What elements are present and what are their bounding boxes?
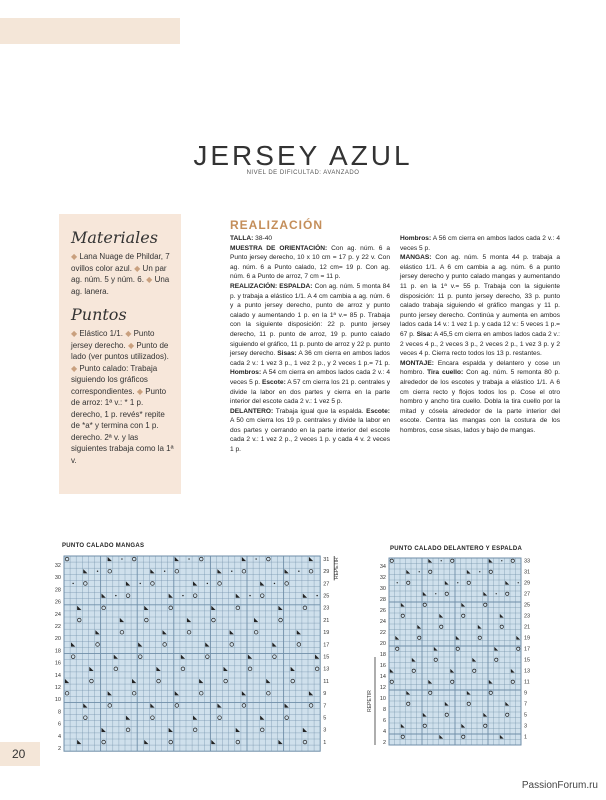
purl-symbol	[316, 595, 317, 596]
chart-row-label: 28	[379, 596, 386, 603]
chart-row-label: 8	[57, 709, 61, 716]
chart-row-label: 4	[57, 733, 61, 740]
chart-row-label: 22	[379, 629, 386, 636]
chart-row-label: 31	[524, 569, 531, 576]
chart-row-label: 34	[379, 563, 386, 570]
chart-row-label: 13	[524, 668, 531, 675]
purl-symbol	[182, 595, 183, 596]
purl-symbol	[518, 582, 519, 583]
chart-row-label: 18	[379, 651, 386, 658]
chart-row-label: 7	[323, 703, 327, 710]
chart-row-label: 30	[379, 585, 386, 592]
purl-symbol	[274, 583, 275, 584]
text: A 36 cm cierra en ambos lados cada 2 v.: 1 vez 3 p., 1 vez 2 p., y 2 veces 1 p.= 71 p.	[230, 350, 390, 367]
page-number-tab	[0, 742, 40, 766]
chart-row-label: 5	[524, 712, 528, 719]
bullet-icon: ◆	[71, 363, 78, 373]
material-item: Una ag. lanera.	[71, 275, 170, 296]
chart-row-label: 19	[524, 635, 531, 642]
purl-symbol	[188, 558, 189, 559]
purl-symbol	[231, 571, 232, 572]
text: A 56 cm cierra en ambos lados cada 2 v.: 4 veces 5 p.	[400, 235, 560, 252]
difficulty-level: NIVEL DE DIFICULTAD: AVANZADO	[246, 170, 360, 176]
label: TALLA:	[230, 235, 254, 242]
material-item: Un par ag. núm. 5 y núm. 6.	[71, 263, 167, 284]
purl-symbol	[397, 582, 398, 583]
label: REALIZACIÓN: ESPALDA:	[230, 282, 313, 290]
chart-row-label: 15	[524, 657, 531, 664]
chart-row-label: 2	[382, 739, 386, 746]
chart-row-label: 23	[524, 613, 531, 620]
label: DELANTERO:	[230, 407, 274, 415]
chart-row-label: 15	[323, 654, 330, 661]
chart-row-label: 6	[57, 721, 61, 728]
chart-row-label: 2	[57, 745, 61, 752]
label: Tira cuello:	[427, 369, 464, 377]
stitches-list	[71, 328, 175, 466]
chart-row-label: 25	[524, 602, 531, 609]
label: Escote:	[366, 407, 390, 415]
text: A 57 cm cierra los 21 p. centrales y divide la labor en dos partes y cierra en la parte interior del escote cada 2 v.: 1 vez 5 p.	[230, 378, 390, 406]
purl-symbol	[97, 571, 98, 572]
label: Sisas:	[277, 350, 297, 358]
chart-row-label: 28	[54, 587, 61, 594]
chart-row-label: 12	[54, 684, 61, 691]
text: A 54 cm cierra en ambos lados cada 2 v.: 4 veces 5 p.	[230, 369, 390, 386]
chart-title-body: PUNTO CALADO DELANTERO Y ESPALDA	[390, 546, 523, 552]
text: A 50 cm cierra los 19 p. centrales y divide la labor en dos partes y cerrando en la parte interior del escote cada 2 v.: 1 vez 2 p., 2 veces 1 p. y cada 4 v. 2 veces 1 p.	[230, 417, 390, 454]
text: Encara espalda y delantero y cose un hombro.	[400, 359, 560, 377]
purl-symbol	[501, 560, 502, 561]
text: Trabaja igual que la espalda.	[275, 407, 364, 415]
text: 38-40	[255, 235, 273, 242]
chart-row-label: 9	[524, 690, 528, 697]
chart-row-label: 17	[323, 642, 330, 649]
chart-row-label: 9	[323, 691, 327, 698]
purl-symbol	[479, 571, 480, 572]
repeat-label: REPETIR	[367, 690, 373, 712]
chart-body	[365, 550, 565, 750]
text: Con ag. núm. 5 remonta 80 p. alrededor de los escotes y trabaja a elástico 1/1. A 6 cm cierra recto y flojos todos los p. Cose el otro hombro y ancho tira cuello. Dobla la tira cuello por la mitad y cósela alrededor de la parte interior del escote. Centra las mangas con la costura de los hombros, cose sisas, lados y bajo de mangas.	[400, 369, 560, 434]
purl-symbol	[441, 560, 442, 561]
chart-row-label: 31	[323, 556, 330, 563]
purl-symbol	[115, 595, 116, 596]
label: MONTAJE:	[400, 359, 434, 367]
chart-row-label: 14	[379, 673, 386, 680]
purl-symbol	[435, 593, 436, 594]
bullet-icon: ◆	[146, 275, 153, 284]
chart-row-label: 24	[379, 618, 386, 625]
section-heading: REALIZACIÓN	[230, 218, 323, 232]
chart-row-label: 23	[323, 605, 330, 612]
page-title: JERSEY AZUL	[193, 140, 413, 171]
bullet-icon: ◆	[127, 340, 135, 350]
purl-symbol	[419, 571, 420, 572]
stitch-item: Punto jersey derecho.	[71, 329, 155, 350]
material-item: Lana Nuage de Phildar, 7 ovillos color azul.	[71, 252, 170, 273]
page-number: 20	[12, 747, 26, 761]
chart-row-label: 27	[524, 591, 531, 598]
chart-row-label: 3	[524, 723, 528, 730]
bullet-icon: ◆	[71, 252, 78, 261]
purl-symbol	[496, 593, 497, 594]
text: Con ag. núm. 5 monta 44 p. trabaja a elástico 1/1. A 6 cm cambia a ag. núm. 6 a punto jersey derecho y punto calado mangas y aumentando 11 p. en la 1ª v.= 55 p. Trabaja con la siguiente disposición: 11 p. punto jersey derecho, 33 p. punto calado trabaja siguiendo el gráfico mangas y 11 p. punto jersey derecho. Continúa y aumenta en ambos lados cada 14 v.: 1 vez 1 p. y cada 12 v.: 5 veces 1 p.= 67 p.	[400, 254, 561, 338]
text: Con ag. núm. 5 monta 84 p. y trabaja a elástico 1/1. A 4 cm cambia a ag. núm. 6 y a punto jersey derecho, punto de arroz y punto calado y aumentando 1 p. en la 1ª v.= 85 p. Trabaja con la siguiente disposición: 22 p. punto jersey derecho, 11 p. punto de arroz, 19 p. punto calado siguiendo el gráfico, 11 p. punto de arroz y 22 p. punto jersey derecho.	[230, 282, 390, 358]
chart-row-label: 21	[524, 624, 531, 631]
chart-row-label: 32	[54, 562, 61, 569]
purl-symbol	[72, 583, 73, 584]
repeat-label: REPETIR	[334, 557, 341, 580]
header-tab-decoration	[0, 18, 180, 44]
purl-symbol	[255, 558, 256, 559]
chart-row-label: 17	[524, 646, 531, 653]
materials-box	[59, 214, 181, 494]
purl-symbol	[207, 583, 208, 584]
chart-row-label: 13	[323, 666, 330, 673]
purl-symbol	[298, 571, 299, 572]
label: MANGAS:	[400, 254, 432, 262]
bullet-icon: ◆	[136, 386, 143, 396]
stitch-item: Punto de arroz: 1ª v.: * 1 p. derecho, 1 p. revés* repite de *a* y termina con 1 p. derecho. 2ª v. y las siguientes trabaja como la 1ª v.	[71, 386, 174, 465]
chart-row-label: 16	[54, 660, 61, 667]
purl-symbol	[121, 558, 122, 559]
stitch-item: Elástico 1/1.	[79, 329, 123, 338]
bullet-icon: ◆	[125, 329, 132, 338]
label: Hombros:	[230, 369, 262, 377]
label: Escote:	[261, 378, 286, 386]
chart-row-label: 19	[323, 630, 330, 637]
chart-row-label: 33	[524, 558, 531, 565]
text: A 45,5 cm cierra en ambos lados cada 2 v.: 2 veces 4 p., 2 veces 3 p., 2 veces 2 p., 1 vez 3 p. y 2 veces 4 p. Cierra recto todos los 13 p. restantes.	[400, 330, 560, 358]
purl-symbol	[457, 582, 458, 583]
chart-row-label: 24	[54, 611, 61, 618]
chart-row-label: 7	[524, 701, 528, 708]
instructions-column-2	[400, 234, 560, 435]
chart-row-label: 26	[54, 599, 61, 606]
chart-row-label: 8	[382, 706, 386, 713]
chart-row-label: 21	[323, 617, 330, 624]
stitch-item: Punto de lado (ver puntos utilizados).	[71, 340, 169, 361]
chart-row-label: 16	[379, 662, 386, 669]
chart-row-label: 11	[524, 679, 530, 686]
purl-symbol	[164, 571, 165, 572]
chart-row-label: 22	[54, 623, 61, 630]
watermark: PassionForum.ru	[521, 780, 598, 791]
stitches-heading: Puntos	[71, 305, 127, 324]
label: Hombros:	[400, 235, 432, 242]
bullet-icon: ◆	[71, 329, 78, 338]
materials-heading: Materiales	[71, 228, 158, 247]
chart-row-label: 6	[382, 717, 386, 724]
chart-row-label: 1	[323, 739, 327, 746]
purl-symbol	[249, 595, 250, 596]
chart-row-label: 10	[379, 695, 386, 702]
chart-row-label: 29	[323, 569, 330, 576]
materials-list	[71, 251, 175, 297]
label: Sisa:	[416, 330, 433, 338]
label: MUESTRA DE ORIENTACIÓN:	[230, 244, 328, 252]
chart-row-label: 27	[323, 581, 330, 588]
chart-row-label: 1	[524, 734, 528, 741]
chart-row-label: 12	[379, 684, 386, 691]
chart-row-label: 14	[54, 672, 61, 679]
chart-row-label: 3	[323, 727, 327, 734]
purl-symbol	[140, 583, 141, 584]
bullet-icon: ◆	[134, 263, 141, 273]
chart-row-label: 4	[382, 728, 386, 735]
chart-row-label: 32	[379, 574, 386, 581]
chart-row-label: 20	[54, 636, 61, 643]
chart-row-label: 20	[379, 640, 386, 647]
chart-row-label: 30	[54, 575, 61, 582]
chart-row-label: 11	[323, 678, 329, 685]
chart-title-sleeves: PUNTO CALADO MANGAS	[62, 543, 145, 549]
chart-row-label: 26	[379, 607, 386, 614]
chart-row-label: 5	[323, 715, 327, 722]
text: Con ag. núm. 6 a Punto jersey derecho, 10 x 10 cm = 17 p. y 22 v. Con ag. núm. 6 a Punto calado, 12 cm= 19 p. Con ag. núm. 6 a Punto de arroz, 7 cm = 11 p.	[230, 244, 390, 281]
chart-row-label: 10	[54, 697, 61, 704]
instructions-column-1	[230, 234, 390, 455]
chart-row-label: 25	[323, 593, 330, 600]
chart-sleeves	[30, 548, 350, 752]
chart-row-label: 18	[54, 648, 61, 655]
stitch-item: Punto calado: Trabaja siguiendo los gráficos correspondientes.	[71, 363, 158, 396]
chart-row-label: 29	[524, 580, 531, 587]
